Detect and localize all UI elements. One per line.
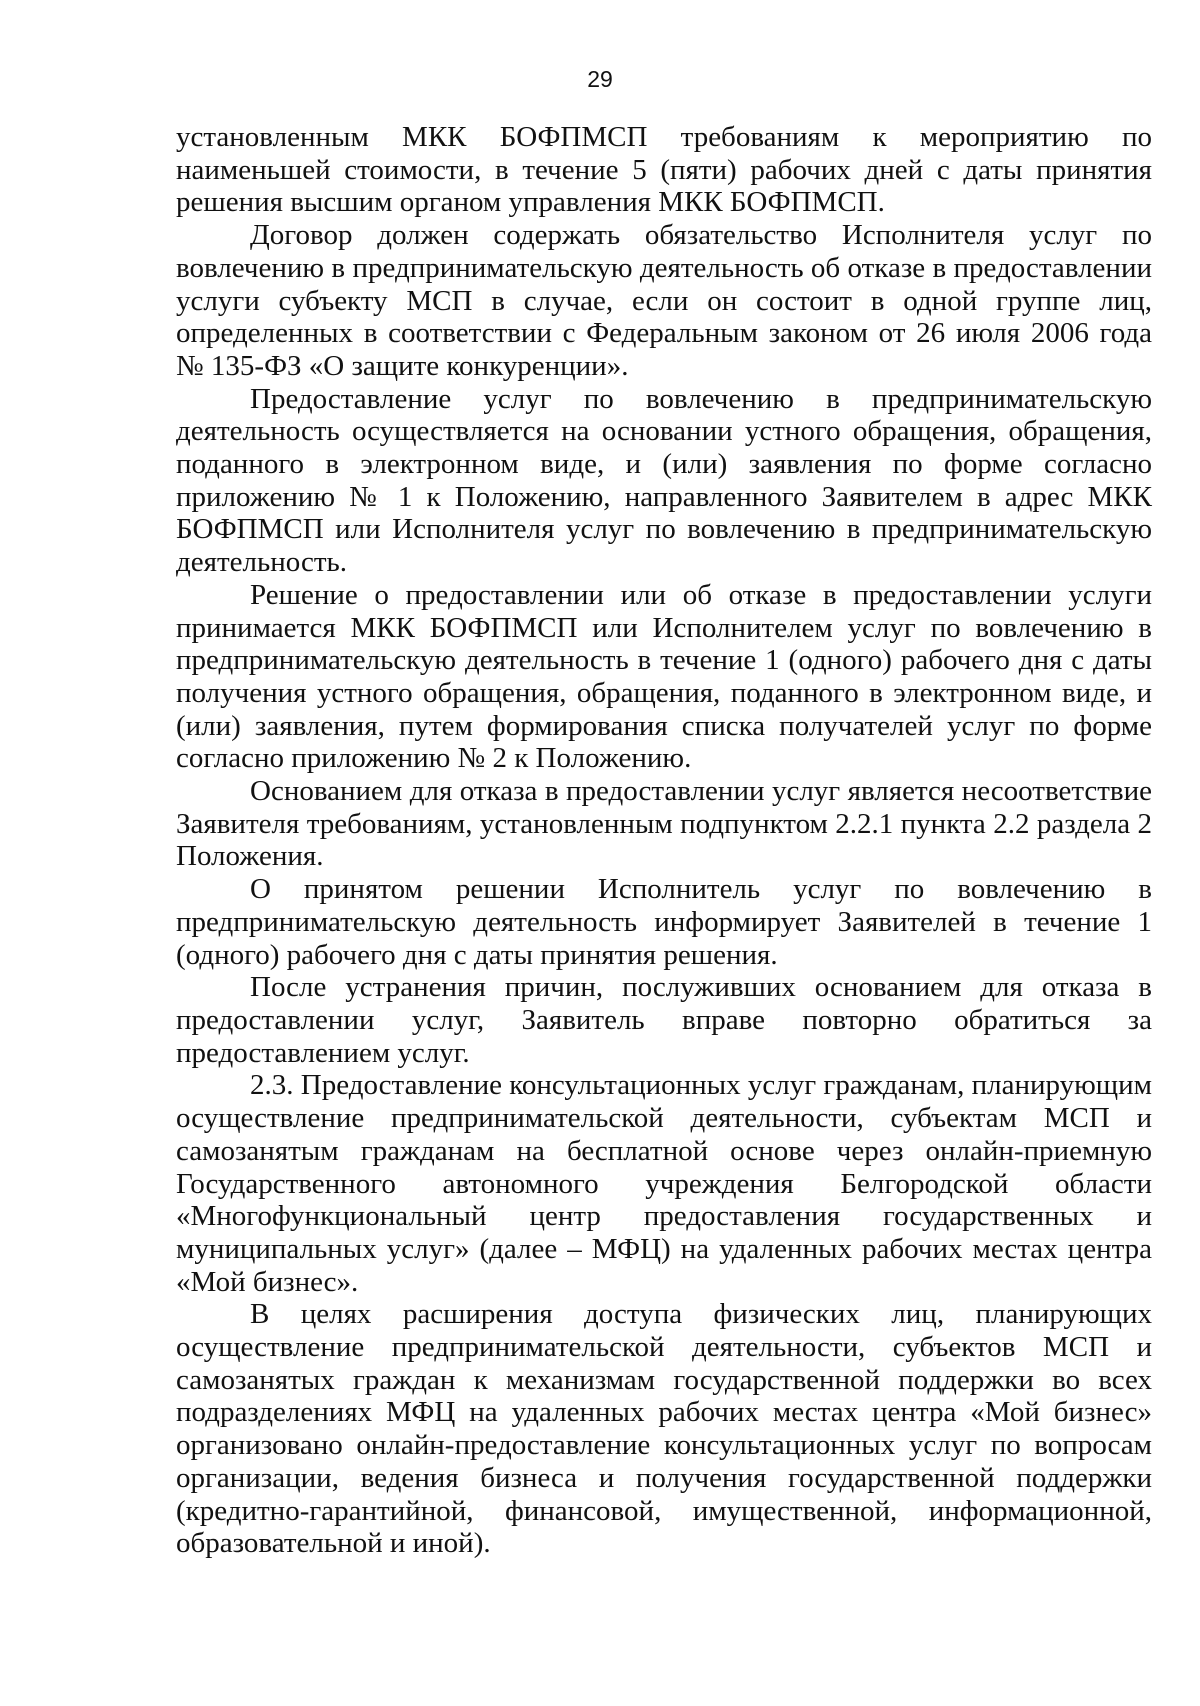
paragraph-service-provision: Предоставление услуг по вовлечению в предпринимательскую деятельность осуществляется на основании устного обращения, обращения, поданного в электронном виде, и (или) заявления по форме согласно приложению № 1 к Положению, направленного Заявителем в адрес МКК БОФПМСП или Исполнителя услуг по вовлечению в предпринимательскую деятельность. xyxy=(176,382,1152,579)
paragraph-contract: Договор должен содержать обязательство Исполнителя услуг по вовлечению в предпринимательскую деятельность об отказе в предоставлении услуги субъекту МСП в случае, если он состоит в одной группе лиц, определенных в соответствии с Федеральным законом от 26 июля 2006 года № 135-ФЗ «О защите конкуренции». xyxy=(176,219,1152,382)
paragraph-decision: Решение о предоставлении или об отказе в предоставлении услуги принимается МКК БОФПМСП или Исполнителем услуг по вовлечению в предпринимательскую деятельность в течение 1 (одного) рабочего дня с даты получения устного обращения, обращения, поданного в электронном виде, и (или) заявления, путем формирования списка получателей услуг по форме согласно приложению № 2 к Положению. xyxy=(176,578,1152,775)
document-body xyxy=(176,121,1152,1560)
paragraph-reapply: После устранения причин, послуживших основанием для отказа в предоставлении услуг, Заявитель вправе повторно обратиться за предоставлением услуг. xyxy=(176,971,1152,1069)
paragraph-continuation: установленным МКК БОФПМСП требованиям к мероприятию по наименьшей стоимости, в течение 5 (пяти) рабочих дней с даты принятия решения высшим органом управления МКК БОФПМСП. xyxy=(176,121,1152,219)
paragraph-notification: О принятом решении Исполнитель услуг по вовлечению в предпринимательскую деятельность информирует Заявителей в течение 1 (одного) рабочего дня с даты принятия решения. xyxy=(176,873,1152,971)
paragraph-refusal-grounds: Основанием для отказа в предоставлении услуг является несоответствие Заявителя требованиям, установленным подпунктом 2.2.1 пункта 2.2 раздела 2 Положения. xyxy=(176,775,1152,873)
paragraph-online-consulting: В целях расширения доступа физических лиц, планирующих осуществление предпринимательской деятельности, субъектов МСП и самозанятых граждан к механизмам государственной поддержки во всех подразделениях МФЦ на удаленных рабочих местах центра «Мой бизнес» организовано онлайн-предоставление консультационных услуг по вопросам организации, ведения бизнеса и получения государственной поддержки (кредитно-гарантийной, финансовой, имущественной, информационной, образовательной и иной). xyxy=(176,1298,1152,1560)
page-number: 29 xyxy=(587,66,613,92)
paragraph-section-2-3: 2.3. Предоставление консультационных услуг гражданам, планирующим осуществление предпринимательской деятельности, субъектам МСП и самозанятым гражданам на бесплатной основе через онлайн-приемную Государственного автономного учреждения Белгородской области «Многофункциональный центр предоставления государственных и муниципальных услуг» (далее – МФЦ) на удаленных рабочих местах центра «Мой бизнес». xyxy=(176,1069,1152,1298)
